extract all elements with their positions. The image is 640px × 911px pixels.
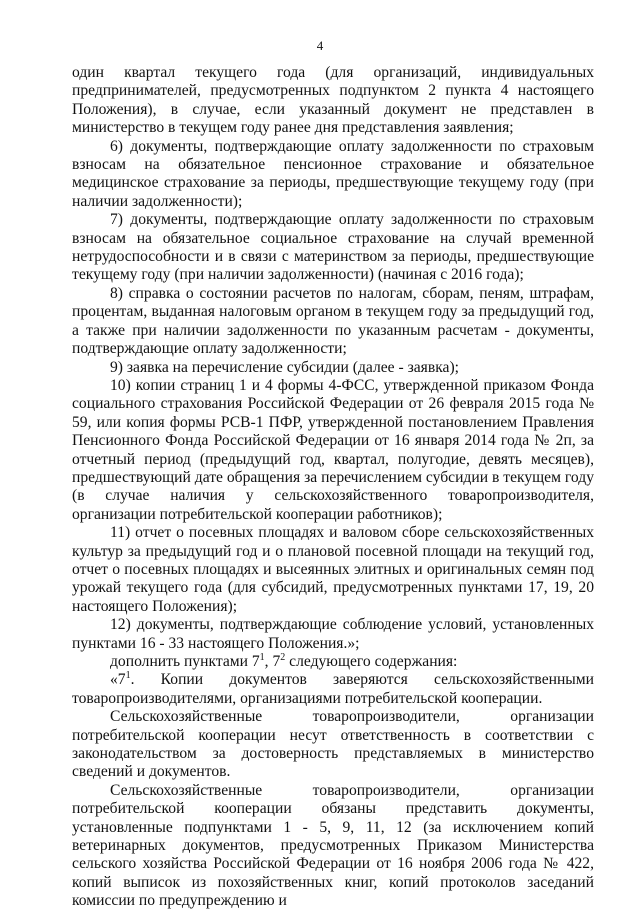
paragraph-item-7-1 (72, 671, 594, 708)
supplement-mid: , 7 (264, 653, 281, 670)
page-number: 4 (316, 38, 324, 53)
document-body (72, 64, 594, 911)
paragraph-continuation: один квартал текущего года (для организаций, индивидуальных предпринимателей, предусмотренных подпунктом 2 пункта 4 настоящего Положения), в случае, если указанный документ не представлен в министерство в текущем году ранее дня представления заявления; (72, 64, 594, 137)
paragraph-supplement (72, 653, 594, 671)
paragraph-item-7: 7) документы, подтверждающие оплату задолженности по страховым взносам на обязательное социальное страхование на случай временной нетрудоспособности и в связи с материнством за периоды, предшествующие текущему году (при наличии задолженности) (начиная с 2016 года); (72, 211, 594, 284)
item71-sup: 1 (125, 670, 131, 682)
supplement-sup-1: 1 (259, 651, 265, 663)
paragraph-responsibility: Сельскохозяйственные товаропроизводители, организации потребительской кооперации несут ответственность в соответствии с законодательством за достоверность представляемых в министерство сведений и документов. (72, 708, 594, 781)
paragraph-obligation: Сельскохозяйственные товаропроизводители, организации потребительской кооперации обязаны представить документы, установленные подпунктами 1 - 5, 9, 11, 12 (за исключением копий ветеринарных документов, предусмотренных Приказом Министерства сельского хозяйства Российской Федерации от 16 ноября 2006 года № 422, копий выписок из похозяйственных книг, копий протоколов заседаний комиссии по предупреждению и (72, 781, 594, 910)
supplement-suffix: следующего содержания: (285, 653, 458, 670)
supplement-prefix: дополнить пунктами 7 (110, 653, 260, 670)
paragraph-item-11: 11) отчет о посевных площадях и валовом сборе сельскохозяйственных культур за предыдущий год и о плановой посевной площади на текущий год, отчет о посевных площадях и высеянных элитных и оригинальных семян под урожай текущего года (для субсидий, предусмотренных пунктами 17, 19, 20 настоящего Положения); (72, 524, 594, 615)
paragraph-item-10: 10) копии страниц 1 и 4 формы 4-ФСС, утвержденной приказом Фонда социального страхования Российской Федерации от 26 февраля 2015 года № 59, или копия формы РСВ-1 ПФР, утвержденной постановлением Правления Пенсионного Фонда Российской Федерации от 16 января 2014 года № 2п, за отчетный период (предыдущий год, квартал, полугодие, девять месяцев), предшествующий дате обращения за перечислением субсидии в текущем году (в случае наличия у сельскохозяйственного товаропроизводителя, организации потребительской кооперации работников); (72, 376, 594, 523)
item71-prefix: «7 (110, 671, 126, 689)
supplement-sup-2: 2 (280, 651, 286, 663)
paragraph-item-9: 9) заявка на перечисление субсидии (далее - заявка); (110, 358, 459, 376)
paragraph-item-8: 8) справка о состоянии расчетов по налогам, сборам, пеням, штрафам, процентам, выданная налоговым органом в текущем году за предыдущий год, а также при наличии задолженности по указанным расчетам - документы, подтверждающие оплату задолженности; (72, 284, 594, 358)
paragraph-item-6: 6) документы, подтверждающие оплату задолженности по страховым взносам на обязательное пенсионное страхование и обязательное медицинское страхование за периоды, предшествующие текущему году (при наличии задолженности); (72, 137, 594, 210)
item71-text: . Копии документов заверяются сельскохозяйственными товаропроизводителями, организациями потребительской кооперации. (72, 671, 594, 707)
paragraph-item-12: 12) документы, подтверждающие соблюдение условий, установленных пунктами 16 - 33 настоящего Положения.»; (72, 616, 594, 652)
